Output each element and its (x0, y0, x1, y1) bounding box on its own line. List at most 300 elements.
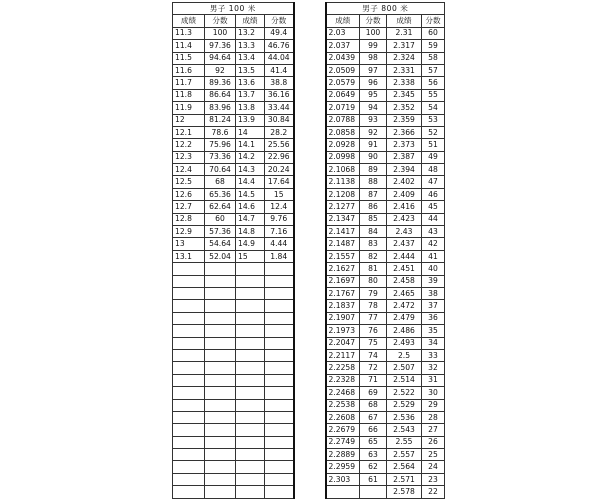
m800-points-cell: 76 (360, 325, 387, 337)
m100-points-cell: 17.64 (265, 176, 294, 188)
m800-points-cell: 40 (422, 263, 445, 275)
m100-score-cell (236, 349, 265, 361)
m800-score-cell: 2.522 (387, 387, 422, 399)
m800-points-cell: 42 (422, 238, 445, 250)
m100-score-cell (173, 362, 205, 374)
m800-points-cell: 52 (422, 126, 445, 138)
score-table-sheet (172, 2, 445, 499)
table-row (173, 126, 445, 138)
m100-score-cell: 12.4 (173, 164, 205, 176)
m800-score-cell: 2.465 (387, 287, 422, 299)
m100-score-cell (236, 424, 265, 436)
m800-points-cell: 43 (422, 226, 445, 238)
column-gap (294, 287, 326, 299)
m100-points-cell: 89.36 (205, 77, 236, 89)
m100-points-cell: 97.36 (205, 40, 236, 52)
table-row (173, 213, 445, 225)
m800-points-cell: 99 (360, 40, 387, 52)
column-gap (294, 164, 326, 176)
m100-score-cell (173, 461, 205, 473)
column-gap (294, 64, 326, 76)
m800-score-cell: 2.1138 (326, 176, 360, 188)
m100-score-cell: 13 (173, 238, 205, 250)
m800-score-cell: 2.43 (387, 226, 422, 238)
m800-points-cell: 30 (422, 387, 445, 399)
m800-score-cell: 2.303 (326, 473, 360, 485)
m800-points-cell: 100 (360, 27, 387, 39)
m100-points-cell: 60 (205, 213, 236, 225)
m800-score-cell: 2.529 (387, 399, 422, 411)
score-table (172, 2, 445, 499)
column-gap (294, 300, 326, 312)
m100-score-cell (173, 263, 205, 275)
m100-score-cell: 12.6 (173, 188, 205, 200)
column-gap (294, 52, 326, 64)
m100-points-cell: 20.24 (265, 164, 294, 176)
m800-score-cell: 2.2538 (326, 399, 360, 411)
table-row (173, 473, 445, 485)
m800-points-cell: 85 (360, 213, 387, 225)
m800-score-cell: 2.373 (387, 139, 422, 151)
m800-score-cell: 2.409 (387, 188, 422, 200)
column-gap (294, 461, 326, 473)
m800-points-cell: 78 (360, 300, 387, 312)
m800-score-cell: 2.317 (387, 40, 422, 52)
column-gap (294, 3, 326, 15)
column-gap (294, 325, 326, 337)
m100-points-cell (265, 325, 294, 337)
m800-points-cell: 58 (422, 52, 445, 64)
m100-score-cell: 12.5 (173, 176, 205, 188)
column-gap (294, 151, 326, 163)
m100-points-cell: 100 (205, 27, 236, 39)
m100-points-cell (205, 374, 236, 386)
m100-score-cell: 13.5 (236, 64, 265, 76)
m800-score-cell: 2.1277 (326, 201, 360, 213)
m100-score-cell (173, 287, 205, 299)
column-gap (294, 114, 326, 126)
m800-points-cell: 48 (422, 164, 445, 176)
m100-score-cell: 13.3 (236, 40, 265, 52)
m800-points-cell: 86 (360, 201, 387, 213)
m100-points-cell (205, 486, 236, 498)
m100-points-cell: 33.44 (265, 102, 294, 114)
m100-score-cell (173, 473, 205, 485)
m800-score-cell: 2.0579 (326, 77, 360, 89)
column-gap (294, 275, 326, 287)
m100-score-cell: 12.2 (173, 139, 205, 151)
m800-points-cell: 66 (360, 424, 387, 436)
m800-title: 男子 800 米 (326, 3, 445, 15)
m800-score-cell: 2.03 (326, 27, 360, 39)
column-gap (294, 337, 326, 349)
m100-score-cell (236, 300, 265, 312)
m800-points-cell (360, 486, 387, 498)
m800-points-cell: 80 (360, 275, 387, 287)
m800-points-cell: 47 (422, 176, 445, 188)
m800-points-cell: 32 (422, 362, 445, 374)
m100-points-cell (205, 473, 236, 485)
m800-score-cell: 2.1837 (326, 300, 360, 312)
m800-score-cell: 2.557 (387, 449, 422, 461)
m100-points-cell: 46.76 (265, 40, 294, 52)
m100-score-cell (173, 300, 205, 312)
m800-points-cell: 37 (422, 300, 445, 312)
m100-points-cell: 81.24 (205, 114, 236, 126)
header-row (173, 15, 445, 27)
m800-score-cell: 2.0928 (326, 139, 360, 151)
m100-score-cell: 14.8 (236, 226, 265, 238)
m800-points-cell: 26 (422, 436, 445, 448)
m100-points-cell: 1.84 (265, 250, 294, 262)
m800-score-cell: 2.0439 (326, 52, 360, 64)
m100-points-cell (205, 263, 236, 275)
m100-score-cell: 11.6 (173, 64, 205, 76)
column-gap (294, 263, 326, 275)
m100-points-cell (265, 473, 294, 485)
m800-score-cell: 2.564 (387, 461, 422, 473)
m100-score-cell: 11.8 (173, 89, 205, 101)
m100-points-cell (265, 337, 294, 349)
m100-score-cell: 13.6 (236, 77, 265, 89)
m100-points-cell (205, 411, 236, 423)
m800-score-cell: 2.1557 (326, 250, 360, 262)
m100-score-cell: 11.7 (173, 77, 205, 89)
m100-points-cell (205, 449, 236, 461)
m100-score-cell: 14.1 (236, 139, 265, 151)
m800-score-cell: 2.31 (387, 27, 422, 39)
column-gap (294, 449, 326, 461)
m800-score-cell: 2.0998 (326, 151, 360, 163)
m100-points-cell (265, 424, 294, 436)
m100-score-cell (173, 275, 205, 287)
m100-score-cell: 14.6 (236, 201, 265, 213)
m100-points-cell: 12.4 (265, 201, 294, 213)
m100-score-cell (173, 374, 205, 386)
m800-points-cell: 24 (422, 461, 445, 473)
m800-points-cell: 79 (360, 287, 387, 299)
m100-score-cell: 12.9 (173, 226, 205, 238)
table-row (173, 238, 445, 250)
m100-score-cell: 11.3 (173, 27, 205, 39)
m800-score-cell: 2.2889 (326, 449, 360, 461)
m100-score-cell: 12.7 (173, 201, 205, 213)
m100-score-cell (173, 312, 205, 324)
m100-score-cell (236, 287, 265, 299)
m100-points-cell (265, 275, 294, 287)
m800-score-cell: 2.2328 (326, 374, 360, 386)
m100-score-cell: 13.4 (236, 52, 265, 64)
m100-score-cell: 12.8 (173, 213, 205, 225)
m100-score-cell: 14 (236, 126, 265, 138)
m100-score-cell: 14.2 (236, 151, 265, 163)
m100-score-cell: 15 (236, 250, 265, 262)
m800-points-cell: 75 (360, 337, 387, 349)
m100-points-cell: 36.16 (265, 89, 294, 101)
column-gap (294, 77, 326, 89)
m100-points-cell: 57.36 (205, 226, 236, 238)
m800-points-cell: 36 (422, 312, 445, 324)
m800-points-cell: 39 (422, 275, 445, 287)
m800-points-cell: 92 (360, 126, 387, 138)
column-gap (294, 27, 326, 39)
m100-score-header: 成绩 (173, 15, 205, 27)
m100-points-cell: 92 (205, 64, 236, 76)
m800-score-cell: 2.0788 (326, 114, 360, 126)
m100-points-cell: 4.44 (265, 238, 294, 250)
m800-points-cell: 23 (422, 473, 445, 485)
m100-score-cell (236, 486, 265, 498)
column-gap (294, 436, 326, 448)
m800-score-cell: 2.402 (387, 176, 422, 188)
m100-points-cell (265, 374, 294, 386)
table-row (173, 399, 445, 411)
m100-points-cell (265, 399, 294, 411)
m100-score-cell: 12.1 (173, 126, 205, 138)
column-gap (294, 374, 326, 386)
table-row (173, 300, 445, 312)
m100-points-cell (205, 325, 236, 337)
m800-points-cell: 94 (360, 102, 387, 114)
m100-points-cell (265, 263, 294, 275)
m100-score-cell (236, 387, 265, 399)
m100-score-cell: 12 (173, 114, 205, 126)
m100-points-cell (265, 436, 294, 448)
column-gap (294, 89, 326, 101)
m800-score-cell: 2.1417 (326, 226, 360, 238)
column-gap (294, 15, 326, 27)
m800-score-cell: 2.55 (387, 436, 422, 448)
m800-score-cell: 2.2679 (326, 424, 360, 436)
m800-points-cell: 44 (422, 213, 445, 225)
m800-points-cell: 49 (422, 151, 445, 163)
m100-score-cell (173, 349, 205, 361)
m100-score-cell (173, 399, 205, 411)
m800-points-cell: 60 (422, 27, 445, 39)
m100-points-cell (265, 461, 294, 473)
m800-points-cell: 53 (422, 114, 445, 126)
m800-score-cell: 2.2047 (326, 337, 360, 349)
m100-points-cell: 70.64 (205, 164, 236, 176)
m100-points-cell: 49.4 (265, 27, 294, 39)
m800-score-cell: 2.1208 (326, 188, 360, 200)
table-row (173, 337, 445, 349)
m800-score-cell: 2.387 (387, 151, 422, 163)
m100-score-cell (173, 424, 205, 436)
m100-points-cell (265, 449, 294, 461)
m800-points-cell: 61 (360, 473, 387, 485)
m100-points-cell: 9.76 (265, 213, 294, 225)
m100-score-cell (236, 411, 265, 423)
m800-points-cell: 69 (360, 387, 387, 399)
table-row (173, 263, 445, 275)
m800-score-cell: 2.366 (387, 126, 422, 138)
column-gap (294, 486, 326, 498)
column-gap (294, 473, 326, 485)
m800-score-cell: 2.2117 (326, 349, 360, 361)
m800-points-cell: 54 (422, 102, 445, 114)
m800-score-cell: 2.1907 (326, 312, 360, 324)
table-row (173, 387, 445, 399)
m800-points-cell: 74 (360, 349, 387, 361)
m800-points-cell: 67 (360, 411, 387, 423)
table-row (173, 449, 445, 461)
m100-points-cell (265, 349, 294, 361)
m800-score-cell: 2.486 (387, 325, 422, 337)
m800-points-cell: 31 (422, 374, 445, 386)
m100-points-cell: 65.36 (205, 188, 236, 200)
m800-score-cell: 2.479 (387, 312, 422, 324)
m800-score-cell: 2.578 (387, 486, 422, 498)
m100-points-cell: 7.16 (265, 226, 294, 238)
m100-points-cell (205, 312, 236, 324)
m800-score-cell: 2.324 (387, 52, 422, 64)
column-gap (294, 387, 326, 399)
m100-points-cell (265, 387, 294, 399)
m100-score-cell (236, 449, 265, 461)
m800-points-cell: 25 (422, 449, 445, 461)
m800-points-cell: 72 (360, 362, 387, 374)
m800-score-cell: 2.451 (387, 263, 422, 275)
table-row (173, 89, 445, 101)
m800-score-cell: 2.571 (387, 473, 422, 485)
table-row (173, 114, 445, 126)
m100-points-cell: 30.84 (265, 114, 294, 126)
m800-points-cell: 22 (422, 486, 445, 498)
m100-score-cell (236, 436, 265, 448)
m100-score-cell (173, 387, 205, 399)
table-row (173, 349, 445, 361)
m100-points-cell (205, 424, 236, 436)
m100-points-cell (205, 275, 236, 287)
m100-points-cell: 44.04 (265, 52, 294, 64)
column-gap (294, 349, 326, 361)
m100-score-cell: 13.7 (236, 89, 265, 101)
m800-points-cell: 55 (422, 89, 445, 101)
m800-score-cell: 2.1487 (326, 238, 360, 250)
m100-score-cell (236, 473, 265, 485)
m100-points-cell: 94.64 (205, 52, 236, 64)
table-row (173, 461, 445, 473)
m100-score-cell (236, 312, 265, 324)
column-gap (294, 238, 326, 250)
m800-points-cell: 41 (422, 250, 445, 262)
column-gap (294, 213, 326, 225)
m100-points-cell: 25.56 (265, 139, 294, 151)
m100-points-cell: 54.64 (205, 238, 236, 250)
m800-points-cell: 96 (360, 77, 387, 89)
m800-points-cell: 89 (360, 164, 387, 176)
table-row (173, 176, 445, 188)
m800-points-cell: 88 (360, 176, 387, 188)
m100-score-cell (173, 449, 205, 461)
table-row (173, 64, 445, 76)
m100-score-cell (236, 263, 265, 275)
m800-points-cell: 28 (422, 411, 445, 423)
table-row (173, 27, 445, 39)
m800-points-cell: 62 (360, 461, 387, 473)
m100-points-cell (205, 387, 236, 399)
m800-points-header: 分数 (360, 15, 387, 27)
m800-points-cell: 38 (422, 287, 445, 299)
m100-score-cell: 13.9 (236, 114, 265, 126)
m800-score-header: 成绩 (387, 15, 422, 27)
m800-score-header: 成绩 (326, 15, 360, 27)
m800-score-cell: 2.1627 (326, 263, 360, 275)
column-gap (294, 176, 326, 188)
m800-score-cell: 2.444 (387, 250, 422, 262)
m800-score-cell: 2.2258 (326, 362, 360, 374)
m100-points-header: 分数 (265, 15, 294, 27)
m800-points-cell: 98 (360, 52, 387, 64)
column-gap (294, 40, 326, 52)
m100-points-cell (205, 436, 236, 448)
m800-score-cell: 2.1697 (326, 275, 360, 287)
m800-points-cell: 33 (422, 349, 445, 361)
m800-score-cell: 2.394 (387, 164, 422, 176)
m100-points-cell (265, 362, 294, 374)
table-row (173, 77, 445, 89)
m100-points-cell: 41.4 (265, 64, 294, 76)
m800-points-cell: 27 (422, 424, 445, 436)
column-gap (294, 399, 326, 411)
m800-score-cell: 2.458 (387, 275, 422, 287)
m100-points-cell: 83.96 (205, 102, 236, 114)
m800-points-cell: 63 (360, 449, 387, 461)
m800-score-cell: 2.2608 (326, 411, 360, 423)
m100-points-cell (205, 461, 236, 473)
m800-score-cell: 2.0649 (326, 89, 360, 101)
m800-points-cell: 93 (360, 114, 387, 126)
m800-score-cell: 2.543 (387, 424, 422, 436)
m800-score-cell: 2.345 (387, 89, 422, 101)
m100-score-cell (236, 337, 265, 349)
m800-points-cell: 82 (360, 250, 387, 262)
m800-score-cell: 2.1347 (326, 213, 360, 225)
table-row (173, 486, 445, 498)
column-gap (294, 362, 326, 374)
m800-points-cell: 35 (422, 325, 445, 337)
m100-score-cell: 13.1 (173, 250, 205, 262)
m100-points-cell (265, 287, 294, 299)
m100-points-cell (205, 399, 236, 411)
column-gap (294, 102, 326, 114)
m100-score-cell: 14.3 (236, 164, 265, 176)
table-row (173, 164, 445, 176)
m800-score-cell: 2.359 (387, 114, 422, 126)
m800-score-cell: 2.0858 (326, 126, 360, 138)
m100-score-cell: 13.8 (236, 102, 265, 114)
m100-points-cell (205, 337, 236, 349)
m800-score-cell (326, 486, 360, 498)
m800-score-cell: 2.416 (387, 201, 422, 213)
m800-score-cell: 2.2959 (326, 461, 360, 473)
m100-score-cell (173, 436, 205, 448)
m800-points-cell: 81 (360, 263, 387, 275)
m800-points-cell: 83 (360, 238, 387, 250)
m800-points-cell: 45 (422, 201, 445, 213)
m100-score-cell: 11.5 (173, 52, 205, 64)
m800-points-cell: 71 (360, 374, 387, 386)
m100-points-cell: 78.6 (205, 126, 236, 138)
m100-points-cell: 52.04 (205, 250, 236, 262)
m100-points-cell (265, 300, 294, 312)
m100-points-cell (205, 287, 236, 299)
m800-points-cell: 59 (422, 40, 445, 52)
m800-points-cell: 84 (360, 226, 387, 238)
m800-score-cell: 2.507 (387, 362, 422, 374)
m100-score-cell: 12.3 (173, 151, 205, 163)
